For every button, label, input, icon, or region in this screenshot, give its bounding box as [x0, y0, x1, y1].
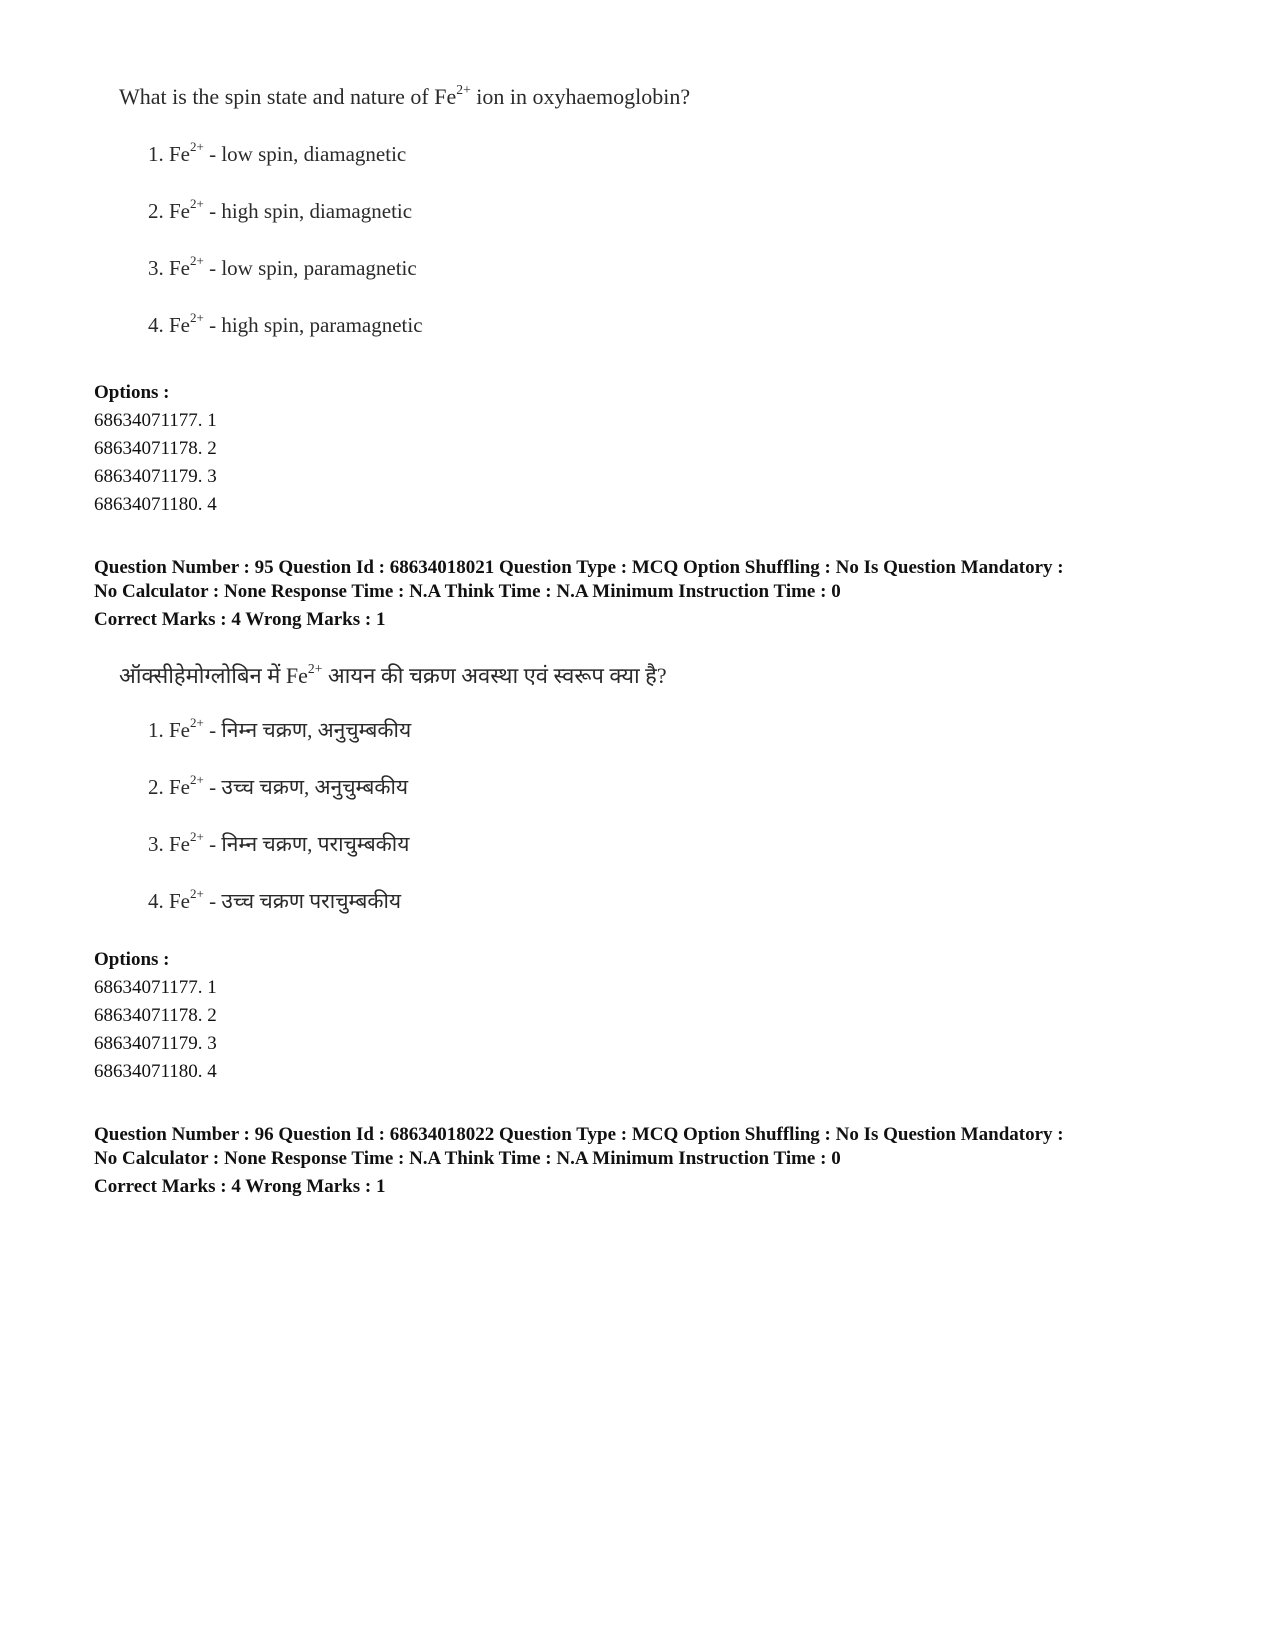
choice-number: 4. Fe — [148, 313, 190, 337]
meta-line-2: No Calculator : None Response Time : N.A Think Time : N.A Minimum Instruction Time : 0 — [94, 581, 841, 602]
choice-text: - high spin, diamagnetic — [203, 199, 413, 223]
choice-text: - high spin, paramagnetic — [203, 313, 423, 337]
meta-line-3: Correct Marks : 4 Wrong Marks : 1 — [94, 1176, 386, 1197]
option-line: 68634071179. 3 — [94, 466, 217, 487]
question-96-meta — [94, 1123, 1214, 1199]
stem-text: ऑक्सीहेमोग्लोबिन में Fe — [119, 663, 308, 688]
stem-text: What is the spin state and nature of Fe — [119, 84, 457, 109]
option-line: 68634071179. 3 — [94, 1033, 217, 1054]
question-95-meta — [94, 556, 1214, 632]
option-line: 68634071177. 1 — [94, 410, 217, 431]
choice-superscript: 2+ — [190, 253, 204, 269]
options-label: Options : — [94, 949, 170, 970]
choice-number: 2. Fe — [148, 199, 190, 223]
option-line: 68634071180. 4 — [94, 1061, 217, 1082]
choice-text: - low spin, paramagnetic — [203, 256, 417, 280]
meta-line-1: Question Number : 96 Question Id : 68634018022 Question Type : MCQ Option Shuffling : No Is Question Mandatory : — [94, 1124, 1064, 1145]
stem-superscript: 2+ — [456, 81, 471, 97]
options-label: Options : — [94, 382, 170, 403]
option-line: 68634071178. 2 — [94, 438, 217, 459]
choice-number: 2. Fe — [148, 775, 190, 799]
choice-number: 1. Fe — [148, 142, 190, 166]
meta-line-2: No Calculator : None Response Time : N.A Think Time : N.A Minimum Instruction Time : 0 — [94, 1148, 841, 1169]
choice-superscript: 2+ — [190, 829, 204, 845]
question-stem — [119, 81, 691, 110]
choice-superscript: 2+ — [190, 886, 204, 902]
choice-superscript: 2+ — [190, 310, 204, 326]
choice-text: - निम्न चक्रण, अनुचुम्बकीय — [203, 718, 412, 742]
choice-4 — [148, 310, 423, 338]
choice-number: 3. Fe — [148, 256, 190, 280]
choice-3 — [148, 253, 417, 281]
choice-number: 3. Fe — [148, 832, 190, 856]
choice-3 — [148, 830, 409, 858]
stem-text-suffix: ion in oxyhaemoglobin? — [470, 84, 691, 109]
choice-4 — [148, 887, 401, 915]
choice-text: - उच्च चक्रण, अनुचुम्बकीय — [203, 775, 409, 799]
choice-2 — [148, 196, 413, 224]
choice-superscript: 2+ — [190, 139, 204, 155]
choice-superscript: 2+ — [190, 196, 204, 212]
question-stem — [119, 660, 667, 690]
choice-superscript: 2+ — [190, 715, 204, 731]
option-line: 68634071180. 4 — [94, 494, 217, 515]
meta-line-3: Correct Marks : 4 Wrong Marks : 1 — [94, 609, 386, 630]
choice-text: - low spin, diamagnetic — [203, 142, 407, 166]
choice-number: 4. Fe — [148, 889, 190, 913]
stem-superscript: 2+ — [307, 660, 323, 676]
choice-1 — [148, 139, 407, 167]
choice-text: - उच्च चक्रण पराचुम्बकीय — [203, 889, 402, 913]
stem-text-suffix: आयन की चक्रण अवस्था एवं स्वरूप क्या है? — [322, 663, 667, 688]
choice-number: 1. Fe — [148, 718, 190, 742]
choice-2 — [148, 773, 408, 801]
option-line: 68634071178. 2 — [94, 1005, 217, 1026]
meta-line-1: Question Number : 95 Question Id : 68634018021 Question Type : MCQ Option Shuffling : No Is Question Mandatory : — [94, 557, 1064, 578]
choice-superscript: 2+ — [190, 772, 204, 788]
choice-1 — [148, 716, 411, 744]
option-line: 68634071177. 1 — [94, 977, 217, 998]
choice-text: - निम्न चक्रण, पराचुम्बकीय — [203, 832, 410, 856]
